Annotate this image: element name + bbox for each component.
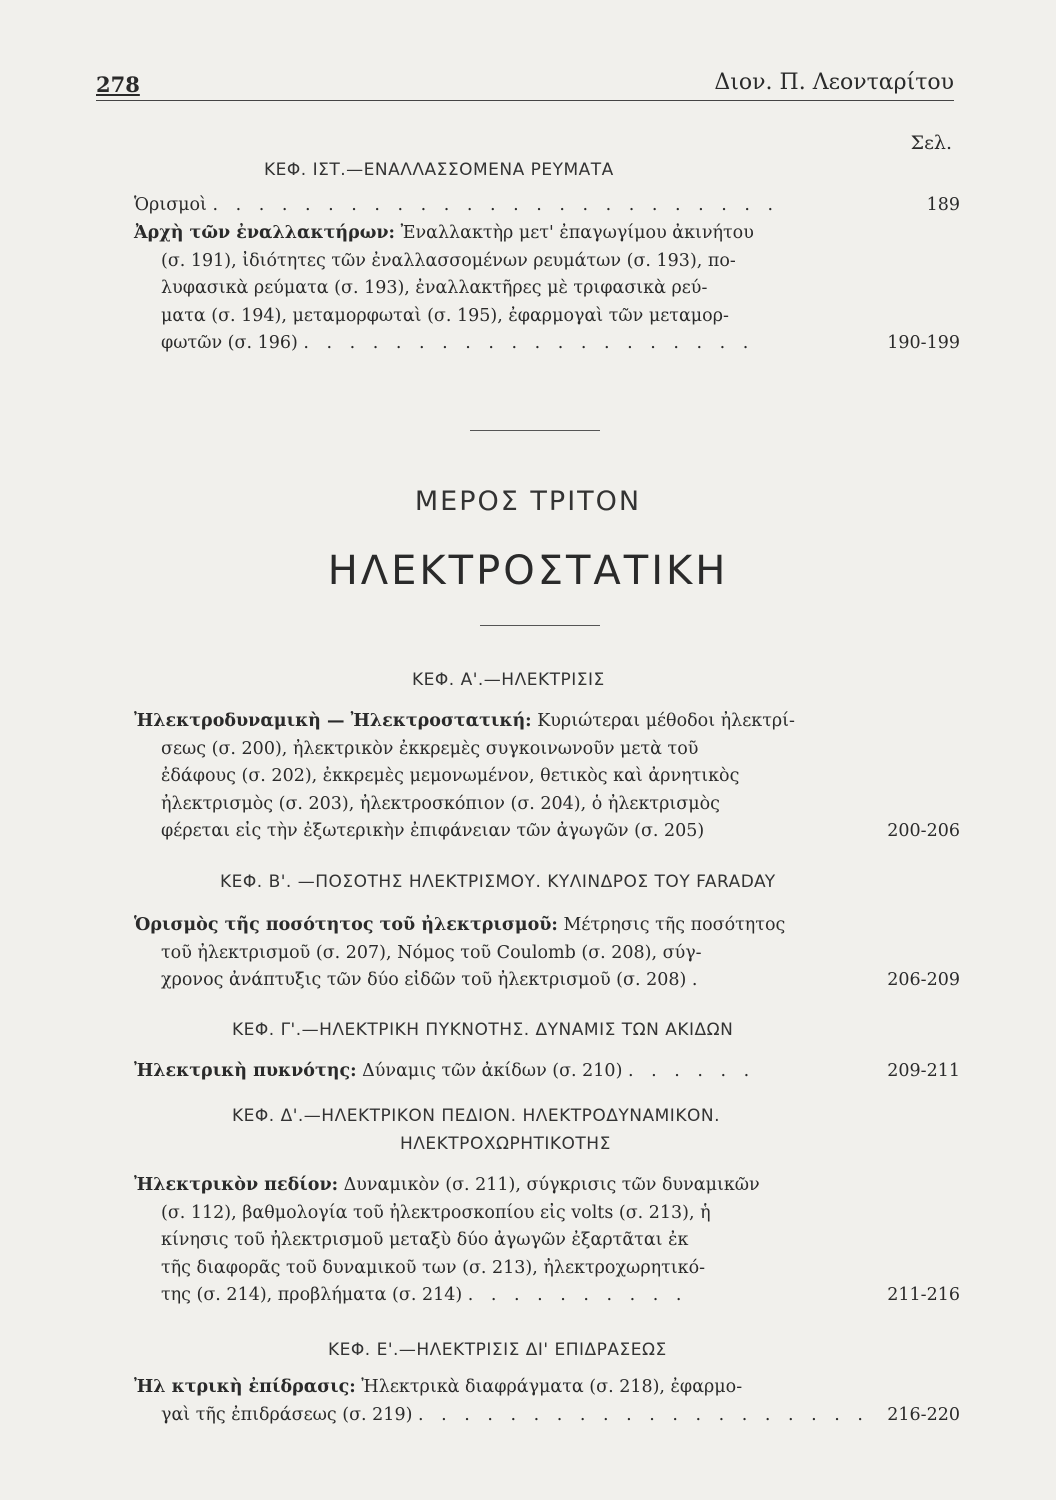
separator-rule	[480, 625, 600, 626]
entry-text: της (σ. 214), προβλήματα (σ. 214)	[161, 1285, 463, 1305]
entry-line	[134, 1402, 960, 1430]
entry-line: ματα (σ. 194), μεταμορφωταὶ (σ. 195), ἐφαρμογαὶ τῶν μεταμορ-	[161, 305, 729, 326]
dot-leader: . . . . . .	[627, 1061, 756, 1081]
entry-text: Μέτρησις τῆς ποσότητος	[557, 915, 786, 935]
entry-heading: Ἠλεκτρικὴ πυκνότης:	[134, 1061, 357, 1081]
entry-line: κίνησις τοῦ ἠλεκτρισμοῦ μεταξὺ δύο ἀγωγῶν ἐξαρτᾶται ἐκ	[161, 1230, 689, 1250]
dot-leader: . . . . . . . . . . . . . . . . . . . . . . . . .	[212, 195, 780, 215]
entry-heading: Ἠλεκτρικὸν πεδίον:	[134, 1175, 339, 1195]
entry-text: Ἠλεκτρικὰ διαφράγματα (σ. 218), ἐφαρμο-	[355, 1377, 743, 1397]
chapter-d-title-line2: ΗΛΕΚΤΡΟΧΩΡΗΤΙΚΟΤΗΣ	[400, 1134, 611, 1154]
entry-line	[134, 818, 960, 846]
entry-text: Κυριώτεραι μέθοδοι ἠλεκτρί-	[531, 711, 795, 731]
dot-leader: . . . . . . . . . . . . . . . . . . . .	[303, 333, 755, 353]
entry-line	[134, 1058, 960, 1086]
entry-pages: 189	[926, 195, 960, 215]
chapter-g-title: ΚΕΦ. Γ'.—ΗΛΕΚΤΡΙΚΗ ΠΥΚΝΟΤΗΣ. ΔΥΝΑΜΙΣ ΤΩΝ ΑΚΙΔΩΝ	[232, 1020, 734, 1040]
toc-entry-ilektriki-epidrasis	[134, 1374, 960, 1429]
entry-pages: 216-220	[887, 1404, 960, 1425]
entry-text: φέρεται εἰς τὴν ἐξωτερικὴν ἐπιφάνειαν τῶν ἀγωγῶν (σ. 205)	[161, 821, 705, 841]
entry-line: ἐδάφους (σ. 202), ἐκκρεμὲς μεμονωμένον, θετικὸς καὶ ἀρνητικὸς	[161, 766, 740, 786]
entry-line	[134, 192, 960, 220]
entry-line	[134, 1282, 960, 1310]
entry-line: (σ. 112), βαθμολογία τοῦ ἠλεκτροσκοπίου εἰς volts (σ. 213), ἡ	[161, 1202, 711, 1223]
part-title: ΗΛΕΚΤΡΟΣΤΑΤΙΚΗ	[327, 548, 729, 594]
entry-line	[134, 1172, 960, 1200]
chapter-d-title-line1: ΚΕΦ. Δ'.—ΗΛΕΚΤΡΙΚΟΝ ΠΕΔΙΟΝ. ΗΛΕΚΤΡΟΔΥΝΑΜΙΚΟΝ.	[232, 1106, 720, 1126]
entry-text: Ἐναλλακτὴρ μετ' ἐπαγωγίμου ἀκινήτου	[395, 223, 754, 243]
toc-entry-orismos-posotitos	[134, 912, 960, 995]
entry-line	[134, 1374, 960, 1402]
entry-heading: Ἠλεκτροδυναμικὴ — Ἠλεκτροστατική:	[134, 711, 532, 731]
entry-line	[134, 708, 960, 736]
toc-entry-ilektriki-pyknotis	[134, 1058, 960, 1086]
entry-pages: 190-199	[887, 333, 960, 353]
entry-line	[134, 220, 960, 248]
entry-pages: 211-216	[887, 1285, 960, 1305]
entry-heading: Ὁρισμοὶ	[134, 195, 207, 215]
part-label: ΜΕΡΟΣ ΤΡΙΤΟΝ	[414, 486, 642, 517]
chapter-b-title: ΚΕΦ. Β'. —ΠΟΣΟΤΗΣ ΗΛΕΚΤΡΙΣΜΟΥ. ΚΥΛΙΝΔΡΟΣ ΤΟΥ FARADAY	[220, 872, 776, 892]
page-number: 278	[96, 72, 140, 97]
entry-text: χρονος ἀνάπτυξις τῶν δύο εἰδῶν τοῦ ἠλεκτρισμοῦ (σ. 208)	[161, 970, 687, 990]
chapter-a-title: ΚΕΦ. Α'.—ΗΛΕΚΤΡΙΣΙΣ	[412, 670, 605, 690]
entry-heading: Ἠλ κτρικὴ ἐπίδρασις:	[134, 1377, 356, 1397]
entry-line: τῆς διαφορᾶς τοῦ δυναμικοῦ των (σ. 213), ἠλεκτροχωρητικό-	[161, 1257, 706, 1278]
toc-entry-ilektrikon-pedion	[134, 1172, 960, 1310]
entry-line	[134, 967, 960, 995]
entry-heading: Ὁρισμὸς τῆς ποσότητος τοῦ ἠλεκτρισμοῦ:	[134, 915, 558, 935]
chapter-ist-title: ΚΕΦ. ΙΣΤ.—ΕΝΑΛΛΑΣΣΟΜΕΝΑ ΡΕΥΜΑΤΑ	[264, 160, 614, 180]
running-head: Διον. Π. Λεονταρίτου	[714, 70, 954, 95]
entry-text: φωτῶν (σ. 196)	[161, 333, 298, 353]
dot-leader: .	[691, 970, 704, 990]
toc-entry-orismoi	[134, 192, 960, 220]
dot-leader: . . . . . . . . . . . . . . . . . . . .	[417, 1404, 869, 1425]
entry-pages: 209-211	[887, 1061, 960, 1081]
entry-line: τοῦ ἠλεκτρισμοῦ (σ. 207), Νόμος τοῦ Coulomb (σ. 208), σύγ-	[161, 942, 702, 963]
toc-entry-arxi-enallaktiron	[134, 220, 960, 358]
toc-entry-ilektrodynamiki	[134, 708, 960, 846]
entry-text: Δυναμικὸν (σ. 211), σύγκρισις τῶν δυναμικῶν	[338, 1175, 760, 1195]
entry-pages: 200-206	[887, 821, 960, 841]
entry-line: σεως (σ. 200), ἠλεκτρικὸν ἐκκρεμὲς συγκοινωνοῦν μετὰ τοῦ	[161, 738, 699, 759]
page-header	[96, 68, 954, 100]
chapter-e-title: ΚΕΦ. Ε'.—ΗΛΕΚΤΡΙΣΙΣ ΔΙ' ΕΠΙΔΡΑΣΕΩΣ	[328, 1340, 667, 1360]
separator-rule	[470, 430, 600, 431]
entry-line	[134, 330, 960, 358]
header-rule	[96, 100, 954, 101]
pages-column-label: Σελ.	[910, 132, 952, 154]
entry-line: (σ. 191), ἰδιότητες τῶν ἐναλλασσομένων ρευμάτων (σ. 193), πο-	[161, 250, 736, 271]
entry-text: γαὶ τῆς ἐπιδράσεως (σ. 219)	[161, 1404, 413, 1425]
entry-text: Δύναμις τῶν ἀκίδων (σ. 210)	[356, 1061, 623, 1081]
entry-heading: Ἀρχὴ τῶν ἐναλλακτήρων:	[134, 223, 395, 243]
entry-line: ἠλεκτρισμὸς (σ. 203), ἠλεκτροσκόπιον (σ. 204), ὁ ἠλεκτρισμὸς	[161, 793, 720, 814]
entry-pages: 206-209	[887, 970, 960, 990]
entry-line	[134, 912, 960, 940]
entry-line: λυφασικὰ ρεύματα (σ. 193), ἐναλλακτῆρες μὲ τριφασικὰ ρεύ-	[161, 278, 708, 298]
dot-leader: . . . . . . . . . .	[467, 1285, 688, 1305]
